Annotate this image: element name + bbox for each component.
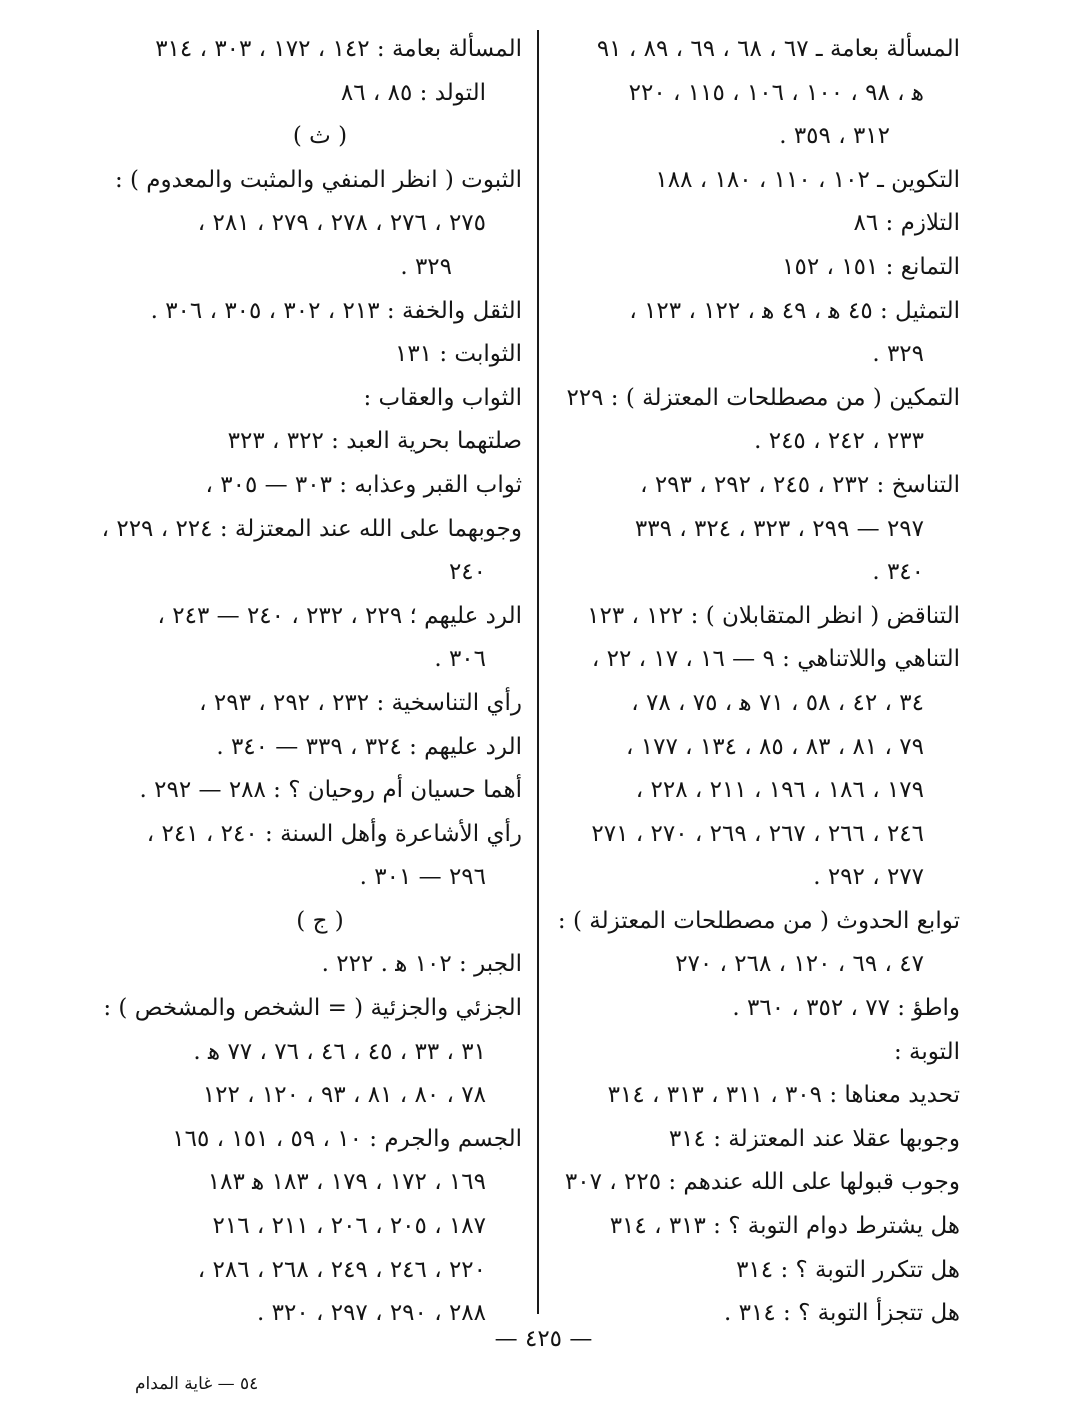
index-entry-continuation: ٣٤ ، ٤٢ ، ٥٨ ، ٧١ ﻫ ، ٧٥ ، ٧٨ ،	[631, 689, 924, 716]
index-subentry: هل يشترط دوام التوبة ؟ : ٣١٣ ، ٣١٤	[609, 1213, 960, 1240]
index-entry-continuation: ٧٨ ، ٨٠ ، ٨١ ، ٩٣ ، ١٢٠ ، ١٢٢	[202, 1082, 486, 1109]
index-subentry: رأي التناسخية : ٢٣٢ ، ٢٩٢ ، ٢٩٣ ،	[199, 689, 522, 716]
index-entry: الجسم والجرم : ١٠ ، ٥٩ ، ١٥١ ، ١٦٥	[172, 1125, 522, 1152]
index-subentry: ثواب القبر وعذابه : ٣٠٣ — ٣٠٥ ،	[205, 471, 522, 498]
index-entry-continuation: ٣١٢ ، ٣٥٩ .	[779, 123, 890, 150]
index-entry-continuation: ﻫ ، ٩٨ ، ١٠٠ ، ١٠٦ ، ١١٥ ، ٢٢٠	[628, 79, 924, 106]
index-entry: الجبر : ١٠٢ ﻫ . ٢٢٢ .	[321, 951, 522, 978]
index-entry-continuation: ٢٤٦ ، ٢٦٦ ، ٢٦٧ ، ٢٦٩ ، ٢٧٠ ، ٢٧١	[591, 820, 924, 847]
index-entry: التولد : ٨٥ ، ٨٦	[340, 79, 486, 106]
index-entry-continuation: ٢٤٠	[448, 559, 486, 586]
index-entry-continuation: ٢٩٦ — ٣٠١ .	[359, 864, 486, 891]
index-entry: التكوين ـ ١٠٢ ، ١١٠ ، ١٨٠ ، ١٨٨	[655, 166, 960, 193]
index-subentry: وجوبهما على الله عند المعتزلة : ٢٢٤ ، ٢٢٩ ،	[101, 515, 522, 542]
index-entry: التمثيل : ٤٥ ﻫ ، ٤٩ ﻫ ، ١٢٢ ، ١٢٣ ،	[629, 297, 960, 324]
index-entry: المسألة بعامة ـ ٦٧ ، ٦٨ ، ٦٩ ، ٨٩ ، ٩١	[596, 36, 960, 62]
index-entry: التناهي واللاتناهي : ٩ — ١٦ ، ١٧ ، ٢٢ ،	[591, 646, 960, 673]
index-entry-continuation: ٢٢٠ ، ٢٤٦ ، ٢٤٩ ، ٢٦٨ ، ٢٨٦ ،	[197, 1256, 486, 1283]
index-entry: التناقض ( انظر المتقابلان ) : ١٢٢ ، ١٢٣	[587, 602, 960, 629]
index-entry-continuation: ٢٩٧ — ٢٩٩ ، ٣٢٣ ، ٣٢٤ ، ٣٣٩	[634, 515, 924, 542]
index-entry-continuation: ١٦٩ ، ١٧٢ ، ١٧٩ ، ١٨٣ ﻫ ١٨٣	[207, 1169, 486, 1196]
index-entry-continuation: ١٧٩ ، ١٨٦ ، ١٩٦ ، ٢١١ ، ٢٢٨ ،	[635, 777, 924, 804]
index-subentry: هل تتكرر التوبة ؟ : ٣١٤	[736, 1256, 960, 1283]
index-subentry: هل تتجزأ التوبة ؟ : ٣١٤ .	[724, 1300, 960, 1327]
index-entry: التلازم : ٨٦	[853, 210, 960, 237]
section-letter-heading: ( ج )	[296, 907, 344, 934]
index-subentry: تحديد معناها : ٣٠٩ ، ٣١١ ، ٣١٣ ، ٣١٤	[607, 1082, 960, 1109]
index-entry: الجزئي والجزئية ( = الشخص والمشخص ) :	[103, 995, 522, 1022]
index-entry-continuation: ١٨٧ ، ٢٠٥ ، ٢٠٦ ، ٢١١ ، ٢١٦	[212, 1213, 486, 1240]
index-entry: التناسخ : ٢٣٢ ، ٢٤٥ ، ٢٩٢ ، ٢٩٣ ،	[640, 471, 960, 498]
index-entry: الثقل والخفة : ٢١٣ ، ٣٠٢ ، ٣٠٥ ، ٣٠٦ .	[150, 297, 522, 324]
index-entry: التمكين ( من مصطلحات المعتزلة ) : ٢٢٩	[566, 384, 960, 411]
index-entry-continuation: ٢٧٧ ، ٢٩٢ .	[813, 864, 924, 891]
index-entry-continuation: ٢٨٨ ، ٢٩٠ ، ٢٩٧ ، ٣٢٠ .	[256, 1300, 486, 1327]
index-entry-continuation: ٢٣٣ ، ٢٤٢ ، ٢٤٥ .	[754, 428, 924, 455]
index-entry: الثبوت ( انظر المنفي والمثبت والمعدوم ) :	[114, 166, 522, 193]
index-subentry: أهما حسيان أم روحيان ؟ : ٢٨٨ — ٢٩٢ .	[139, 777, 522, 804]
index-entry: التمانع : ١٥١ ، ١٥٢	[782, 253, 960, 280]
index-entry-continuation: ٣١ ، ٣٣ ، ٤٥ ، ٤٦ ، ٧٦ ، ٧٧ ﻫ .	[193, 1038, 486, 1065]
index-subentry: وجوب قبولها على الله عندهم : ٢٢٥ ، ٣٠٧	[564, 1169, 960, 1196]
index-subentry: الرد عليهم ؛ ٢٢٩ ، ٢٣٢ ، ٢٤٠ — ٢٤٣ ،	[157, 602, 522, 629]
index-entry-continuation: ٧٩ ، ٨١ ، ٨٣ ، ٨٥ ، ١٣٤ ، ١٧٧ ،	[626, 733, 924, 760]
page-number: — ٤٢٥ —	[494, 1326, 593, 1352]
index-entry-continuation: ٣٤٠ .	[872, 559, 924, 586]
index-entry: واطؤ : ٧٧ ، ٣٥٢ ، ٣٦٠ .	[732, 995, 960, 1022]
index-subentry: الرد عليهم : ٣٢٤ ، ٣٣٩ — ٣٤٠ .	[216, 733, 522, 760]
index-column-right	[557, 28, 960, 1336]
index-entry: المسألة بعامة : ١٤٢ ، ١٧٢ ، ٣٠٣ ، ٣١٤	[155, 36, 522, 62]
index-column-left	[101, 28, 522, 1336]
index-entry-continuation: ٤٧ ، ٦٩ ، ١٢٠ ، ٢٦٨ ، ٢٧٠	[675, 951, 924, 978]
index-subentry: صلتهما بحرية العبد : ٣٢٢ ، ٣٢٣	[227, 428, 522, 455]
index-entry-continuation: ٢٧٥ ، ٢٧٦ ، ٢٧٨ ، ٢٧٩ ، ٢٨١ ،	[197, 210, 486, 237]
index-entry: توابع الحدوث ( من مصطلحات المعتزلة ) :	[557, 907, 960, 934]
index-entry-continuation: ٣٢٩ .	[872, 341, 924, 368]
section-letter-heading: ( ث )	[292, 123, 348, 150]
index-subentry: وجوبها عقلا عند المعتزلة : ٣١٤	[668, 1125, 960, 1152]
column-divider	[537, 30, 539, 1314]
printer-signature: ٥٤ — غاية المدام	[135, 1374, 259, 1394]
index-entry: التوبة :	[893, 1038, 960, 1065]
index-subentry: رأي الأشاعرة وأهل السنة : ٢٤٠ ، ٢٤١ ،	[146, 820, 522, 847]
index-entry-continuation: ٣٢٩ .	[400, 253, 452, 280]
index-entry: الثواب والعقاب :	[363, 384, 522, 411]
index-entry: الثوابت : ١٣١	[394, 341, 522, 368]
index-entry-continuation: ٣٠٦ .	[434, 646, 486, 673]
